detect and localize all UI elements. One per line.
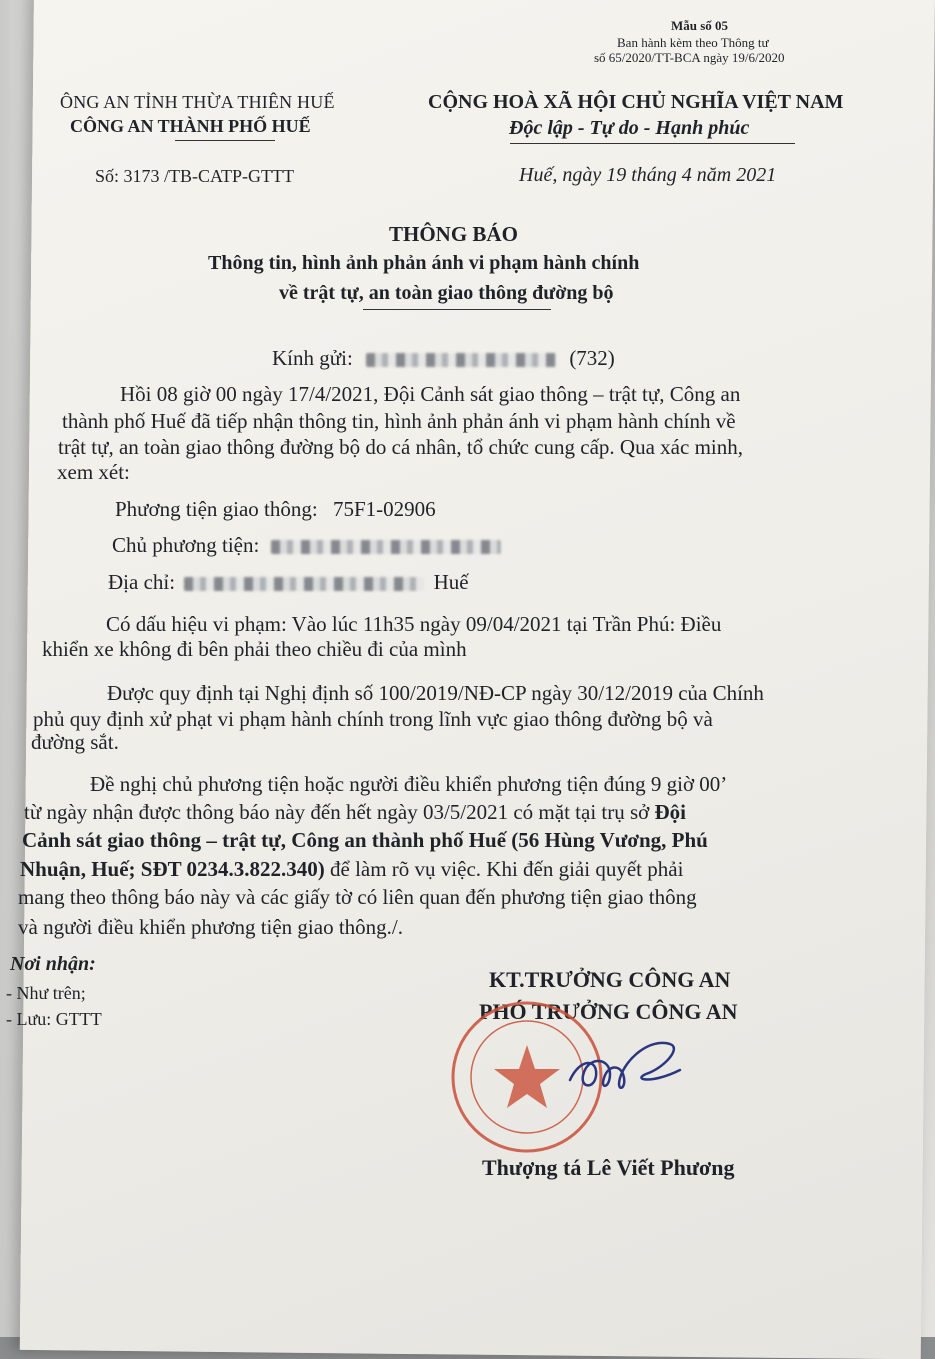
- document-number: Số: 3173 /TB-CATP-GTTT: [95, 166, 295, 186]
- request-line-5: mang theo thông báo này và các giấy tờ có liên quan đến phương tiện giao thông: [18, 885, 697, 909]
- recipient-label: Kính gửi:: [272, 346, 353, 370]
- vehicle-plate: 75F1-02906: [332, 497, 436, 521]
- violation-line-2: khiển xe không đi bên phải theo chiều đi của mình: [42, 637, 467, 661]
- regulation-line-1: Được quy định tại Nghị định số 100/2019/NĐ-CP ngày 30/12/2019 của Chính: [107, 681, 764, 705]
- document-title: THÔNG BÁO: [389, 222, 518, 246]
- title-underline: [363, 309, 551, 310]
- signature-title-2: PHÓ TRƯỞNG CÔNG AN: [479, 999, 738, 1024]
- handwritten-signature-icon: [560, 1028, 700, 1108]
- vehicle-label: Phương tiện giao thông:: [115, 497, 318, 521]
- request-line-2: [24, 800, 686, 825]
- agency-underline: [175, 140, 275, 141]
- redacted-address: [184, 577, 424, 591]
- form-issued-with: Ban hành kèm theo Thông tư: [617, 35, 769, 50]
- redacted-name: [366, 353, 556, 367]
- owner-line: [112, 533, 501, 558]
- intro-line-4: xem xét:: [57, 460, 130, 484]
- request-line-4: [20, 857, 683, 882]
- request-line-2-bold: Đội: [654, 800, 687, 824]
- intro-line-1: Hồi 08 giờ 00 ngày 17/4/2021, Đội Cảnh sát giao thông – trật tự, Công an: [120, 382, 741, 406]
- regulation-line-2: phủ quy định xử phạt vi phạm hành chính trong lĩnh vực giao thông đường bộ và: [33, 707, 713, 731]
- request-line-3: Cảnh sát giao thông – trật tự, Công an thành phố Huế (56 Hùng Vương, Phú: [22, 828, 708, 852]
- request-line-4-text: để làm rõ vụ việc. Khi đến giải quyết phải: [330, 857, 684, 881]
- request-line-6: và người điều khiển phương tiện giao thông./.: [18, 915, 404, 939]
- request-line-2-text: từ ngày nhận được thông báo này đến hết ngày 03/5/2021 có mặt tại trụ sở: [24, 800, 650, 824]
- document-date: Huế, ngày 19 tháng 4 năm 2021: [519, 164, 777, 186]
- agency-parent: ÔNG AN TỈNH THỪA THIÊN HUẾ: [60, 92, 335, 112]
- regulation-line-3: đường sắt.: [31, 730, 119, 754]
- address-line: [108, 570, 469, 595]
- violation-line-1: Có dấu hiệu vi phạm: Vào lúc 11h35 ngày 09/04/2021 tại Trần Phú: Điều: [106, 612, 722, 636]
- intro-line-2: thành phố Huế đã tiếp nhận thông tin, hình ảnh phản ánh vi phạm hành chính về: [62, 409, 736, 433]
- country-motto: Độc lập - Tự do - Hạnh phúc: [509, 117, 750, 139]
- request-line-1: Đề nghị chủ phương tiện hoặc người điều khiển phương tiện đúng 9 giờ 00’: [90, 772, 728, 796]
- motto-underline: [510, 143, 795, 144]
- signatory-name: Thượng tá Lê Viết Phương: [482, 1155, 735, 1180]
- recipients-item-1: - Như trên;: [6, 983, 86, 1003]
- form-circular: số 65/2020/TT-BCA ngày 19/6/2020: [594, 50, 785, 65]
- intro-line-3: trật tự, an toàn giao thông đường bộ do cá nhân, tổ chức cung cấp. Qua xác minh,: [58, 435, 743, 459]
- recipients-title: Nơi nhận:: [10, 953, 96, 975]
- address-city: Huế: [433, 570, 469, 594]
- redacted-owner: [271, 540, 501, 554]
- owner-label: Chủ phương tiện:: [112, 533, 260, 557]
- agency-name: CÔNG AN THÀNH PHỐ HUẾ: [70, 116, 311, 136]
- document-subtitle-2: về trật tự, an toàn giao thông đường bộ: [279, 282, 614, 304]
- document-subtitle-1: Thông tin, hình ảnh phản ánh vi phạm hành chính: [208, 252, 640, 274]
- recipient-code: (732): [569, 346, 615, 370]
- signature-title-1: KT.TRƯỞNG CÔNG AN: [489, 967, 731, 992]
- recipients-item-2: - Lưu: GTTT: [6, 1009, 102, 1029]
- form-code: Mẫu số 05: [671, 18, 729, 33]
- country-name: CỘNG HOÀ XÃ HỘI CHỦ NGHĨA VIỆT NAM: [428, 91, 844, 113]
- vehicle-line: [115, 497, 436, 522]
- recipient-line: [272, 346, 615, 371]
- request-line-4-bold: Nhuận, Huế; SĐT 0234.3.822.340): [20, 857, 325, 881]
- address-label: Địa chỉ:: [108, 570, 176, 594]
